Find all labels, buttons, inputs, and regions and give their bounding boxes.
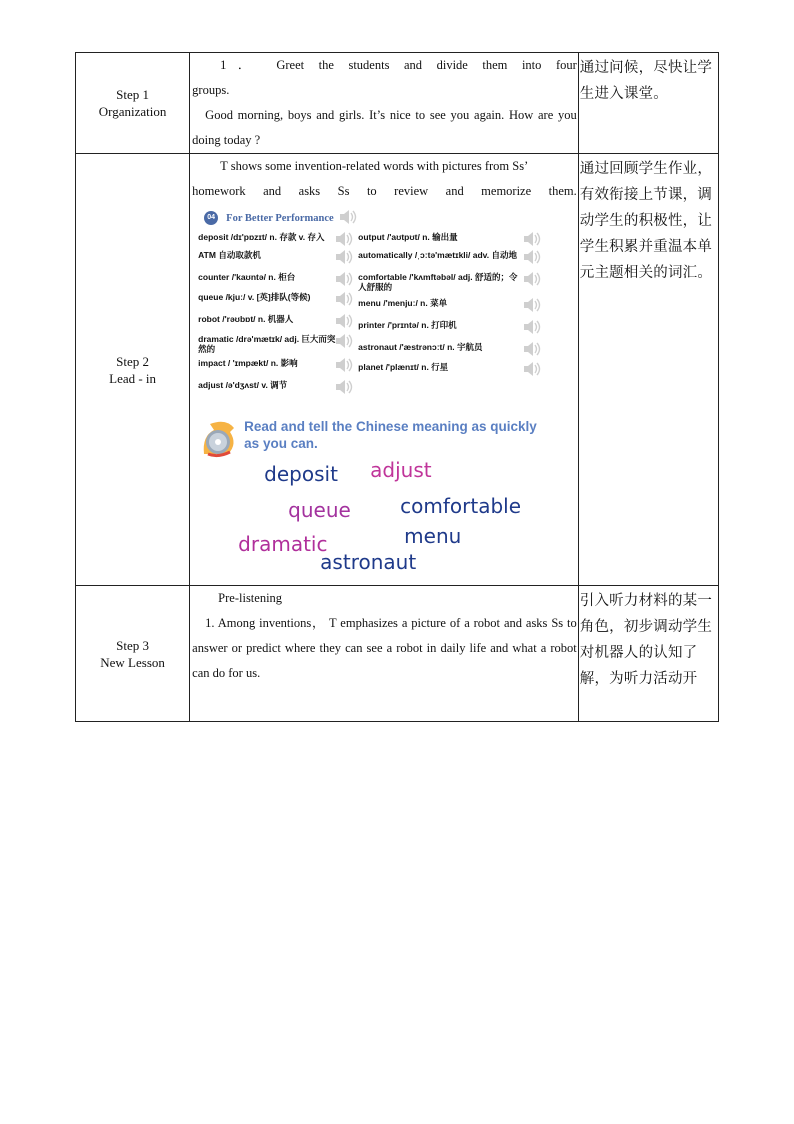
vocab-entry: astronaut /'æstrənɔːt/ n. 宇航员 xyxy=(358,342,483,352)
speaker-icon[interactable] xyxy=(334,290,354,308)
purpose-cell: 引入听力材料的某一角色，初步调动学生对机器人的认知了解，为听力活动开 xyxy=(578,586,718,722)
activity-paragraph: 1. Among inventions， T emphasizes a picture of a robot and asks Ss to answer or predict where they can see a robot in daily life and what a robot can do for us. xyxy=(192,616,577,680)
activity-line: homework and asks Ss to review and memorize them. xyxy=(192,184,577,198)
purpose-cell: 通过问候，尽快让学生进入课堂。 xyxy=(578,53,718,154)
speaker-icon[interactable] xyxy=(334,270,354,288)
speaker-icon[interactable] xyxy=(522,296,542,314)
vocab-entry: impact / 'ɪmpækt/ n. 影响 xyxy=(198,358,298,368)
vocab-entry: counter /'kaʊntə/ n. 柜台 xyxy=(198,272,296,282)
step-label-cell xyxy=(76,586,190,722)
row-new-lesson xyxy=(76,586,719,722)
quiz-word: menu xyxy=(404,524,462,548)
vocab-entry: deposit /dɪ'pɒzɪt/ n. 存款 v. 存入 xyxy=(198,232,325,242)
quiz-word: queue xyxy=(288,498,351,522)
step-number: Step 2 xyxy=(116,353,150,369)
activity-line: groups. xyxy=(192,83,230,97)
step-name: New Lesson xyxy=(100,654,165,670)
speaker-icon[interactable] xyxy=(334,312,354,330)
speaker-icon[interactable] xyxy=(334,230,354,248)
speaker-icon[interactable] xyxy=(522,340,542,358)
vocab-entry: automatically /ˌɔːtə'mætɪkli/ adv. 自动地 xyxy=(358,250,517,260)
read-instruction: Read and tell the Chinese meaning as quickly as you can. xyxy=(244,419,537,451)
slide-title: For Better Performance xyxy=(226,212,334,224)
speaker-icon[interactable] xyxy=(522,318,542,336)
activity-paragraph: Good morning, boys and girls. It’s nice to see you again. How are you doing today ? xyxy=(192,108,577,147)
vocab-entry: printer /'prɪntə/ n. 打印机 xyxy=(358,320,457,330)
speaker-icon[interactable] xyxy=(334,248,354,266)
vocabulary-slide xyxy=(192,206,572,578)
purpose-cell: 通过回顾学生作业，有效衔接上节课，调动学生的积极性，让学生积累并重温本单元主题相关的词汇。 xyxy=(578,154,718,586)
speaker-icon[interactable] xyxy=(522,360,542,378)
quiz-word: deposit xyxy=(264,462,338,486)
row-organization xyxy=(76,53,719,154)
vocab-entry: robot /'rəʊbɒt/ n. 机器人 xyxy=(198,314,294,324)
quiz-word: astronaut xyxy=(320,550,417,574)
activity-cell xyxy=(190,53,579,154)
row-lead-in xyxy=(76,154,719,586)
vocab-entry: ATM 自动取款机 xyxy=(198,250,261,260)
vocab-entry: planet /'plænɪt/ n. 行星 xyxy=(358,362,449,372)
vocab-entry: dramatic /drə'mætɪk/ adj. 巨大而突然的 xyxy=(198,334,336,354)
speaker-icon[interactable] xyxy=(334,356,354,374)
vocab-entry: output /'aʊtpʊt/ n. 输出量 xyxy=(358,232,458,242)
vocab-entry: menu /'menjuː/ n. 菜单 xyxy=(358,298,448,308)
activity-line: 1． Greet the students and divide them into four xyxy=(220,58,577,72)
quiz-word: comfortable xyxy=(400,494,522,518)
speaker-icon[interactable] xyxy=(338,208,358,226)
step-number: Step 3 xyxy=(116,637,150,653)
step-label-cell xyxy=(76,154,190,586)
speaker-icon[interactable] xyxy=(334,332,354,350)
step-label-cell xyxy=(76,53,190,154)
slide-header xyxy=(204,210,333,226)
activity-line: T shows some invention-related words with pictures from Ss’ xyxy=(220,159,529,173)
speaker-icon[interactable] xyxy=(522,230,542,248)
activity-cell xyxy=(190,154,579,586)
lesson-plan-table xyxy=(75,52,719,722)
quiz-word: dramatic xyxy=(238,532,328,556)
slide-number-badge: 04 xyxy=(204,211,218,225)
vocab-entry: adjust /ə'dʒʌst/ v. 调节 xyxy=(198,380,288,390)
speaker-icon[interactable] xyxy=(522,248,542,266)
activity-line: Pre-listening xyxy=(218,591,283,605)
vocab-entry: queue /kjuː/ v. [英]排队(等候) xyxy=(198,292,311,302)
cd-icon xyxy=(200,414,240,460)
step-name: Lead - in xyxy=(109,370,157,386)
step-number: Step 1 xyxy=(116,87,150,102)
vocab-entry: comfortable /'kʌmftəbəl/ adj. 舒适的；令人舒服的 xyxy=(358,272,518,292)
step-name: Organization xyxy=(98,104,167,119)
activity-cell xyxy=(190,586,579,722)
quiz-word: adjust xyxy=(370,458,432,482)
speaker-icon[interactable] xyxy=(522,270,542,288)
speaker-icon[interactable] xyxy=(334,378,354,396)
